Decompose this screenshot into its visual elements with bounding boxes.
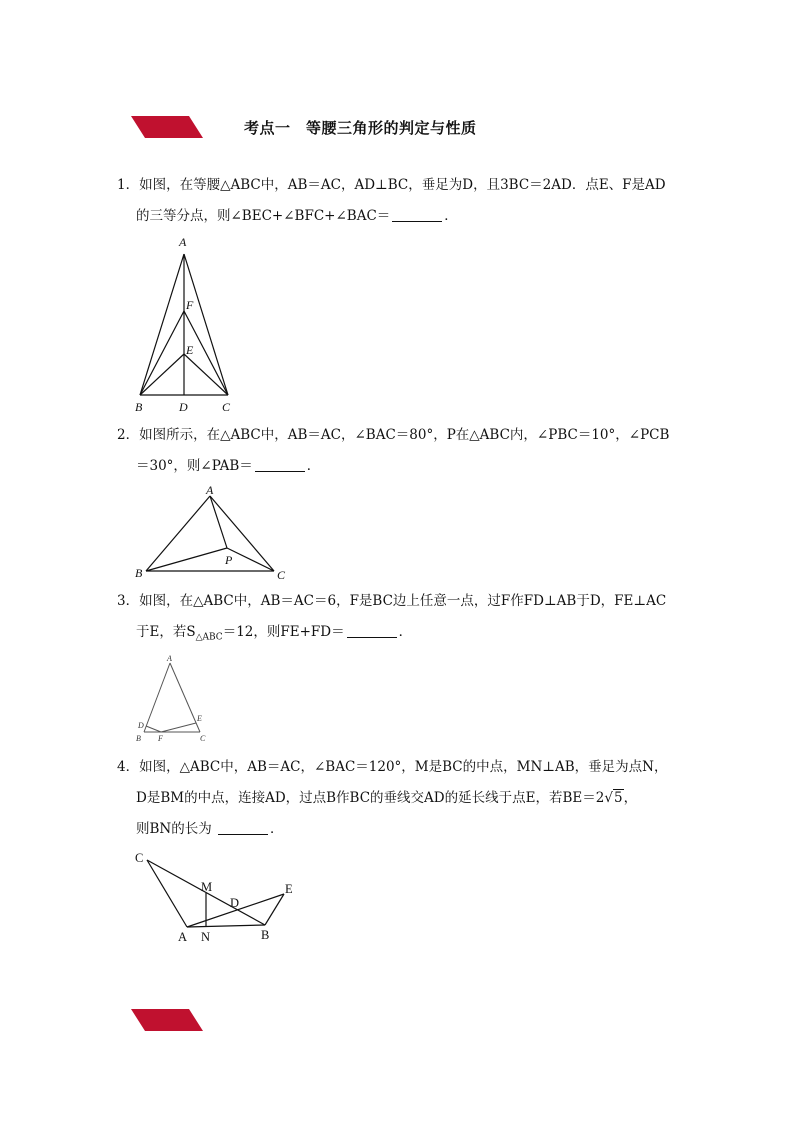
question-number: 3． (117, 593, 140, 609)
sqrt-value: 5 (613, 790, 623, 806)
section-banner-bottom (131, 1009, 203, 1031)
question-4-line-3 (117, 814, 687, 845)
question-text: 如图，在等腰△ABC中，AB＝AC，AD⊥BC，垂足为D，且3BC＝2AD．点E、F是AD (139, 177, 666, 193)
question-1-line-1 (117, 170, 687, 201)
question-2-line-1 (117, 420, 687, 451)
question-4-line-2 (117, 783, 687, 814)
label-C: C (135, 851, 144, 865)
edge-CA (147, 860, 187, 927)
question-2-line-2 (117, 451, 687, 482)
label-D: D (230, 896, 240, 910)
question-text: ＝12，则FE+FD＝ (222, 624, 345, 640)
edge-AC (210, 496, 274, 571)
figure-3 (132, 652, 214, 744)
label-A: A (206, 483, 214, 497)
label-C: C (277, 568, 286, 582)
label-P: P (225, 553, 233, 567)
question-3 (117, 586, 687, 654)
banner-shape (131, 1009, 203, 1031)
sqrt-symbol: √ (604, 790, 613, 806)
question-2 (117, 420, 687, 482)
question-1 (117, 170, 687, 232)
question-text: ， (623, 790, 638, 806)
answer-blank[interactable] (255, 457, 305, 472)
question-text: 则BN的长为 (136, 821, 212, 837)
label-C: C (200, 734, 206, 743)
figure-2 (130, 482, 300, 584)
answer-blank[interactable] (218, 820, 268, 835)
label-E: E (197, 714, 202, 723)
label-E: E (285, 882, 293, 896)
label-A: A (178, 930, 188, 944)
label-M: M (201, 880, 213, 894)
question-number: 4． (117, 759, 140, 775)
edge-FD (146, 726, 161, 732)
label-B: B (135, 400, 143, 414)
label-F: F (158, 734, 163, 743)
question-text: 的三等分点，则∠BEC+∠BFC+∠BAC＝ (136, 208, 391, 224)
section-banner (131, 116, 203, 138)
edge-AB (187, 925, 265, 927)
question-text: ． (444, 208, 458, 224)
subscript: △ABC (195, 632, 223, 643)
question-text: 如图所示，在△ABC中，AB＝AC，∠BAC＝80°，P在△ABC内，∠PBC＝10°，∠PCB (139, 427, 670, 443)
edge-AB (144, 663, 170, 732)
label-D: D (179, 400, 188, 414)
label-B: B (261, 928, 270, 942)
edge-BE (265, 894, 284, 925)
question-text: ＝30°，则∠PAB＝ (136, 458, 253, 474)
question-text: ． (306, 458, 321, 474)
label-N: N (201, 930, 211, 944)
label-D: D (138, 721, 144, 730)
banner-shape (131, 116, 203, 138)
label-C: C (222, 400, 231, 414)
answer-blank[interactable] (347, 623, 397, 638)
label-F: F (186, 298, 194, 312)
question-text: ． (398, 624, 413, 640)
section-title: 考点一 等腰三角形的判定与性质 (244, 119, 477, 137)
question-4 (117, 752, 687, 845)
edge-AP (210, 496, 227, 548)
edge-CP (227, 548, 274, 571)
edge-BP (146, 548, 227, 571)
label-A: A (167, 654, 172, 663)
question-4-line-1 (117, 752, 687, 783)
question-number: 2． (117, 427, 140, 443)
figure-4 (130, 846, 305, 948)
question-text: 如图，在△ABC中，AB＝AC＝6，F是BC边上任意一点，过F作FD⊥AB于D，FE⊥AC (139, 593, 667, 609)
question-3-line-1 (117, 586, 687, 617)
question-1-line-2 (117, 201, 687, 232)
label-A: A (179, 235, 187, 249)
question-3-line-2 (117, 617, 687, 654)
figure-1 (128, 232, 238, 418)
edge-AB (146, 496, 210, 571)
label-B: B (135, 566, 143, 580)
question-text: 如图，△ABC中，AB＝AC，∠BAC＝120°，M是BC的中点，MN⊥AB，垂足为点N， (139, 759, 668, 775)
label-E: E (186, 343, 194, 357)
question-text: 于E，若S (136, 624, 196, 640)
question-text: D是BM的中点，连接AD，过点B作BC的垂线交AD的延长线于点E，若BE＝2 (136, 790, 605, 806)
question-text: ． (270, 821, 284, 837)
edge-AC (170, 663, 200, 732)
answer-blank[interactable] (392, 207, 442, 222)
label-B: B (136, 734, 141, 743)
question-number: 1． (117, 177, 140, 193)
edge-FE (161, 723, 196, 732)
